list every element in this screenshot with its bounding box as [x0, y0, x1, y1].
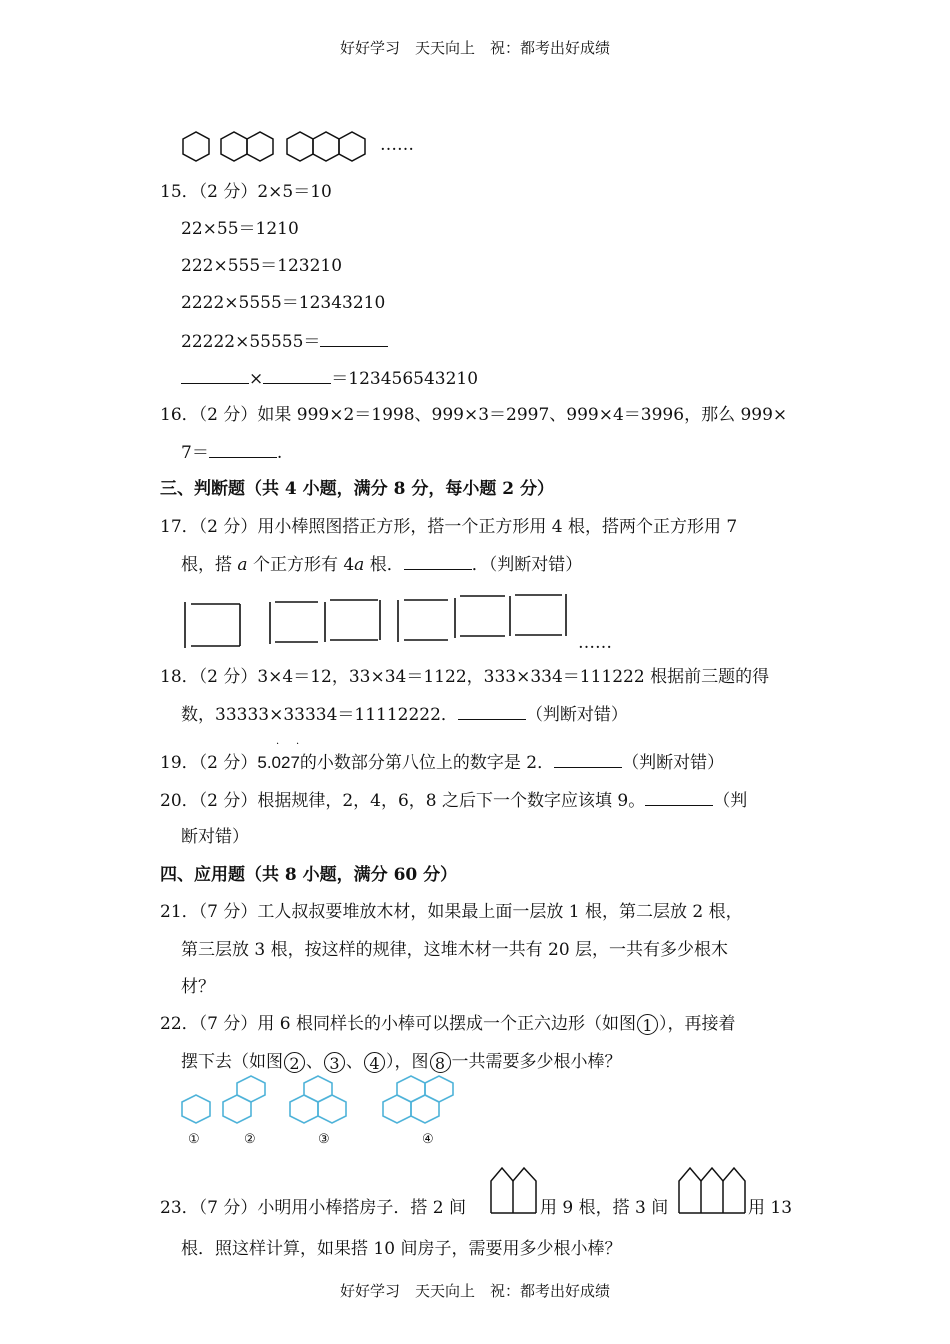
q18-line-2-text: 数，33333×33334＝11112222．: [181, 705, 458, 725]
q22-line-2: [181, 1051, 622, 1073]
times-sign: ×: [249, 369, 264, 389]
q22-text-c: 摆下去（如图: [181, 1052, 283, 1072]
q19-text: 的小数部分第八位上的数字是 2．: [299, 753, 555, 773]
q17-line-1: 17．（2 分）用小棒照图搭正方形，搭一个正方形用 4 根，搭两个正方形用 7: [160, 517, 738, 537]
three-house-figure: [676, 1165, 756, 1215]
two-house-figure: [488, 1165, 548, 1215]
answer-blank[interactable]: [404, 553, 472, 570]
q21-line-1: 21．（7 分）工人叔叔要堆放木材，如果最上面一层放 1 根，第二层放 2 根，: [160, 902, 743, 922]
section-4-title: 四、应用题（共 8 小题，满分 60 分）: [160, 865, 458, 885]
q15-line-2: 22×55＝1210: [181, 219, 299, 239]
answer-blank[interactable]: [458, 703, 526, 720]
answer-blank[interactable]: [645, 789, 713, 806]
q18-line-1: 18．（2 分）3×4＝12，33×34＝1122，333×334＝111222 根据前三题的得: [160, 667, 770, 687]
q23-line-2: 根．照这样计算，如果搭 10 间房子，需要用多少根小棒？: [181, 1239, 622, 1259]
q17-text-d: ．（判断对错）: [471, 555, 583, 575]
q19-number: 5.027: [257, 753, 300, 772]
q19-line: [160, 751, 724, 774]
q16-period: .: [276, 443, 283, 463]
separator: 、: [346, 1052, 363, 1072]
q15-line-6: [181, 367, 478, 390]
q20-judge: （判: [713, 791, 748, 811]
q16-line-2-text: 7＝: [181, 443, 209, 463]
circled-number: 3: [324, 1052, 345, 1073]
figure-label-1: ①: [188, 1132, 200, 1147]
answer-blank[interactable]: [209, 441, 277, 458]
q22-text-d: ），图: [386, 1052, 429, 1072]
page-header: 好好学习 天天向上 祝：都考出好成绩: [339, 39, 610, 57]
q17-line-2: [181, 553, 582, 576]
repeating-dot: ·: [276, 739, 280, 750]
hexagon-chain-figure: [178, 1078, 498, 1148]
q17-text-a: 根，搭: [181, 555, 238, 575]
answer-blank[interactable]: [320, 330, 388, 347]
ellipsis: ……: [578, 633, 612, 653]
variable-a: a: [237, 555, 248, 575]
q18-judge: （判断对错）: [525, 705, 628, 725]
q21-line-2: 第三层放 3 根，按这样的规律，这堆木材一共有 20 层，一共有多少根木: [181, 940, 729, 960]
q15-line-3: 222×555＝123210: [181, 256, 343, 276]
separator: 、: [306, 1052, 323, 1072]
q19-prefix: 19．（2 分）: [160, 753, 258, 773]
q15-line-5-text: 22222×55555＝: [181, 332, 321, 352]
q23-text-b: 用 9 根，搭 3 间: [540, 1198, 669, 1218]
q22-text-e: 一共需要多少根小棒？: [451, 1052, 622, 1072]
q16-line-1: 16．（2 分）如果 999×2＝1998、999×3＝2997、999×4＝3996，那么 999×: [160, 405, 788, 425]
q20-line-2: 断对错）: [181, 827, 249, 847]
q21-line-3: 材？: [181, 977, 215, 997]
q17-text-b: 个正方形有 4: [247, 555, 355, 575]
q22-text-b: ），再接着: [658, 1014, 736, 1034]
answer-blank[interactable]: [263, 367, 331, 384]
q15-line-6-text: ＝123456543210: [331, 369, 479, 389]
figure-label-3: ③: [318, 1132, 330, 1147]
circled-number: 2: [284, 1052, 305, 1073]
q23-text-c: 用 13: [748, 1198, 793, 1218]
circled-number: 8: [430, 1052, 451, 1073]
variable-a: a: [354, 555, 365, 575]
matchstick-squares-figure: [180, 592, 580, 652]
q20-line-1: [160, 789, 747, 812]
q17-text-c: 根．: [364, 555, 404, 575]
section-3-title: 三、判断题（共 4 小题，满分 8 分，每小题 2 分）: [160, 479, 554, 499]
q22-text-a: 22．（7 分）用 6 根同样长的小棒可以摆成一个正六边形（如图: [160, 1014, 636, 1034]
q19-judge: （判断对错）: [622, 753, 725, 773]
answer-blank[interactable]: [554, 751, 622, 768]
circled-number: 1: [637, 1014, 658, 1035]
figure-label-2: ②: [244, 1132, 256, 1147]
q22-line-1: [160, 1013, 735, 1035]
answer-blank[interactable]: [181, 367, 249, 384]
repeating-dot: ·: [296, 739, 300, 750]
q20-text: 20．（2 分）根据规律，2，4，6，8 之后下一个数字应该填 9。: [160, 791, 646, 811]
q15-stem: 15．（2 分）2×5＝10: [160, 182, 332, 202]
q16-line-2: [181, 441, 282, 464]
ellipsis: ……: [380, 135, 414, 155]
q15-line-5: [181, 330, 388, 353]
page-footer: 好好学习 天天向上 祝：都考出好成绩: [339, 1282, 610, 1300]
q18-line-2: [181, 703, 628, 726]
q23-text-a: 23．（7 分）小明用小棒搭房子．搭 2 间: [160, 1198, 466, 1218]
figure-label-4: ④: [422, 1132, 434, 1147]
circled-number: 4: [364, 1052, 385, 1073]
q15-line-4: 2222×5555＝12343210: [181, 293, 386, 313]
